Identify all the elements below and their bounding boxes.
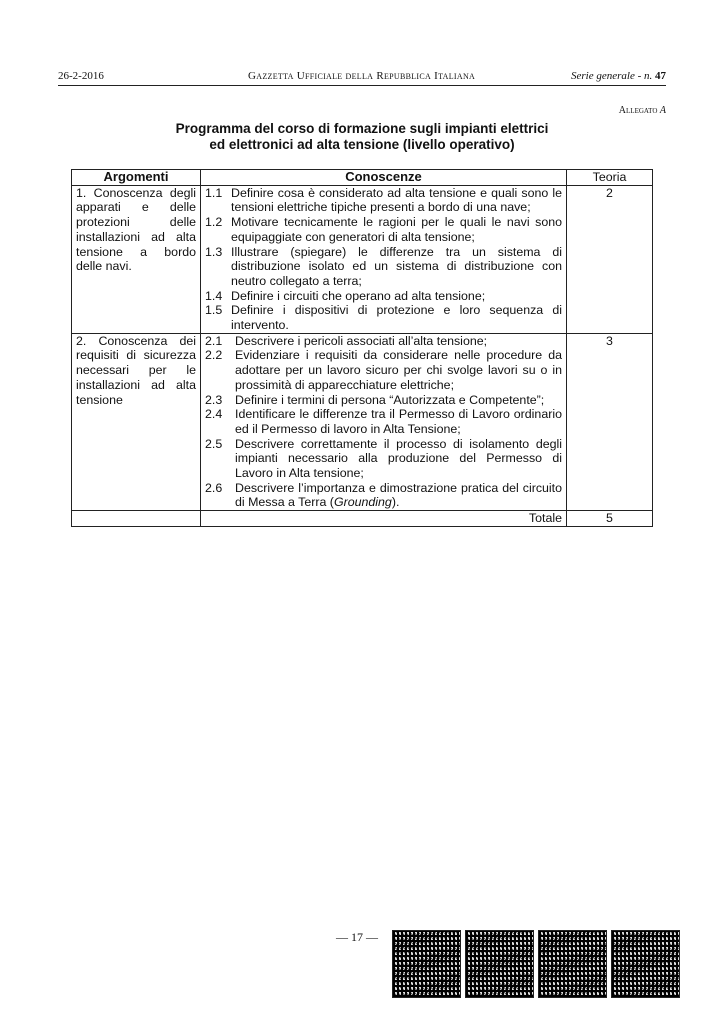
list-item	[205, 481, 562, 510]
datamatrix-code	[465, 930, 534, 998]
item-text-emphasis: Grounding	[333, 495, 392, 510]
header-teoria: Teoria	[567, 170, 653, 186]
annex-label	[619, 105, 666, 116]
conoscenze-cell	[201, 333, 567, 510]
annex-letter: A	[659, 105, 666, 116]
table-row	[72, 333, 653, 510]
item-number: 1.4	[205, 288, 223, 303]
datamatrix-code	[538, 930, 607, 998]
item-text: Identificare le differenze tra il Permesso di Lavoro ordinario ed il Permesso di lavoro in Alta Tensione;	[235, 407, 562, 436]
argomento-cell: 1. Conoscenza degli apparati e delle protezioni delle installazioni ad alta tensione a bordo delle navi.	[72, 185, 201, 333]
list-item	[205, 437, 562, 481]
item-text: Definire i circuiti che operano ad alta tensione;	[231, 288, 486, 303]
item-text: Illustrare (spiegare) le differenze tra un sistema di distribuzione isolato ed un sistema di distribuzione con neutro collegato a terra;	[231, 244, 562, 288]
empty-cell	[72, 511, 201, 527]
item-text: Evidenziare i requisiti da considerare nelle procedure da adottare per un lavoro sicuro per chi svolge lavori su o in prossimità di apparecchiature elettriche;	[235, 348, 562, 392]
datamatrix-code	[392, 930, 461, 998]
title-line-2: ed elettronici ad alta tensione (livello operativo)	[209, 137, 515, 152]
item-number: 1.5	[205, 303, 223, 318]
item-text: Descrivere correttamente il processo di isolamento degli impianti necessario alla produzione del Permesso di Lavoro in Alta tensione;	[235, 436, 562, 481]
header-argomenti: Argomenti	[72, 170, 201, 186]
barcode-strip	[392, 930, 680, 998]
item-number: 2.3	[205, 392, 223, 407]
list-item	[205, 303, 562, 332]
total-row	[72, 511, 653, 527]
list-item	[205, 393, 562, 408]
program-table	[71, 169, 653, 527]
item-number: 2.5	[205, 436, 223, 451]
item-number: 2.1	[205, 333, 223, 348]
argomento-cell: 2. Conoscenza dei requisiti di sicurezza necessari per le installazioni ad alta tensione	[72, 333, 201, 510]
teoria-hours: 2	[567, 185, 653, 333]
item-text	[235, 481, 562, 510]
item-text: Definire cosa è considerato ad alta tensione e quali sono le tensioni elettriche tipiche presenti a bordo di una nave;	[231, 185, 562, 215]
list-item	[205, 186, 562, 215]
list-item	[205, 348, 562, 392]
title-line-1: Programma del corso di formazione sugli impianti elettrici	[175, 121, 549, 136]
total-label: Totale	[201, 511, 567, 527]
teoria-hours: 3	[567, 333, 653, 510]
issue-number: 47	[655, 70, 666, 82]
header-rule	[58, 85, 666, 86]
item-number: 2.4	[205, 407, 223, 422]
item-number: 2.2	[205, 348, 223, 363]
item-text: Definire i termini di persona “Autorizzata e Competente”;	[235, 392, 545, 407]
item-number: 1.1	[205, 185, 223, 200]
item-text-main: Descrivere l’importanza e dimostrazione pratica del circuito di Messa a Terra (	[235, 480, 562, 510]
datamatrix-code	[611, 930, 680, 998]
item-text: Descrivere i pericoli associati all’alta tensione;	[235, 333, 488, 348]
annex-word: Allegato	[618, 105, 658, 116]
document-title	[72, 121, 652, 153]
header-conoscenze: Conoscenze	[201, 170, 567, 186]
conoscenze-cell	[201, 185, 567, 333]
item-number: 1.2	[205, 215, 223, 230]
table-row	[72, 185, 653, 333]
list-item	[205, 289, 562, 304]
list-item	[205, 334, 562, 349]
issue-date: 26-2-2016	[58, 70, 104, 82]
item-text: Motivare tecnicamente le ragioni per le quali le navi sono equipaggiate con generatori di alta tensione;	[231, 215, 562, 244]
series-info	[571, 70, 666, 82]
list-item	[205, 407, 562, 436]
table-header-row	[72, 170, 653, 186]
series-label: Serie generale - n.	[571, 70, 653, 82]
publication-name: Gazzetta Ufficiale della Repubblica Italiana	[248, 70, 476, 82]
list-item	[205, 245, 562, 289]
total-value: 5	[567, 511, 653, 527]
item-number: 1.3	[205, 244, 223, 259]
list-item	[205, 215, 562, 244]
item-number: 2.6	[205, 480, 223, 495]
item-text-tail: ).	[391, 495, 400, 510]
item-text: Definire i dispositivi di protezione e loro sequenza di intervento.	[231, 303, 562, 333]
page-number: — 17 —	[336, 930, 378, 944]
